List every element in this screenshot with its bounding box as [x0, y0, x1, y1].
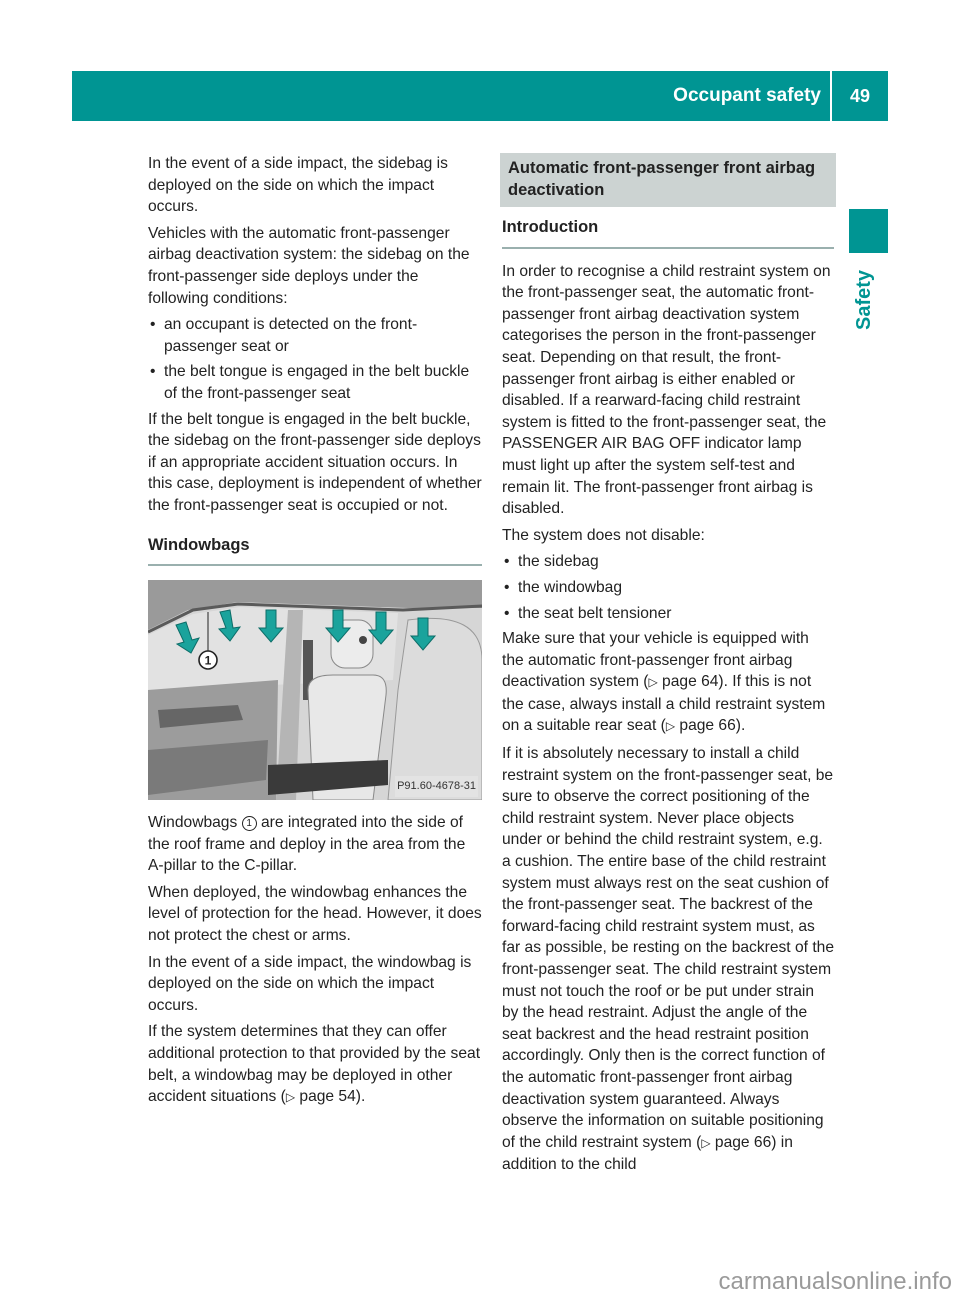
chapter-tab-label: Safety: [853, 269, 875, 330]
header-bar: [72, 71, 888, 121]
page-reference-arrow-icon: ▷: [665, 719, 676, 734]
paragraph: In the event of a side impact, the sidebag is deployed on the side on which the impact occurs.: [148, 155, 448, 216]
page-reference-arrow-icon: ▷: [648, 675, 658, 690]
list-item: • the windowbag: [502, 577, 834, 599]
page-reference-arrow-icon: ▷: [701, 1135, 711, 1150]
paragraph: In order to recognise a child restraint system on the front-passenger seat, the automatic front-passenger front airbag deactivation system categorises the person in the front-passenger seat. Depending on that result, the front-passenger front airbag is either enabled or disabled. If a rearward-facing child restraint system is fitted to the front-passenger seat, the PASSENGER AIR BAG OFF indicator lamp must light up after the system self-test and remain lit. The front-passenger front airbag is disabled.: [502, 262, 831, 518]
paragraph: If the system determines that they can offer additional protection to that provided by the seat belt, a windowbag may be deployed in other accident situations (▷ page 54).: [148, 1023, 481, 1106]
page-reference-link[interactable]: page 54: [299, 1088, 356, 1106]
figure-code: P91.60-4678-31: [395, 776, 478, 798]
page-reference-arrow-icon: ▷: [285, 1090, 296, 1105]
paragraph: The system does not disable:: [502, 526, 705, 544]
page-reference-link[interactable]: page 66: [714, 1133, 772, 1151]
paragraph: Vehicles with the automatic front-passenger airbag deactivation system: the sidebag on the front-passenger side deploys under the following conditions:: [148, 224, 470, 307]
list-item: • the belt tongue is engaged in the belt buckle of the front-passenger seat: [148, 361, 482, 404]
left-column: [148, 153, 482, 1114]
page-number: 49: [849, 86, 871, 106]
right-column: [502, 153, 834, 1181]
car-interior-illustration: [148, 580, 482, 800]
paragraph: If the belt tongue is engaged in the belt buckle, the sidebag on the front-passenger side deploys if an appropriate accident situation occurs. In this case, deployment is independent of whether the front-passenger seat is occupied or not.: [148, 410, 482, 514]
section-title: Occupant safety: [673, 85, 821, 106]
chapter-tab-marker: [849, 209, 888, 253]
list-item: • the sidebag: [502, 551, 834, 573]
section-heading: Automatic front-passenger front airbag deactivation: [500, 153, 836, 207]
list-item: • an occupant is detected on the front-passenger seat or: [148, 314, 482, 357]
watermark: carmanualsonline.info: [718, 1268, 952, 1295]
paragraph: In the event of a side impact, the windowbag is deployed on the side on which the impact occurs.: [148, 953, 472, 1014]
page-reference-link[interactable]: page 64: [662, 673, 719, 691]
paragraph: When deployed, the windowbag enhances the level of protection for the head. However, it does not protect the chest or arms.: [148, 883, 482, 945]
paragraph: If it is absolutely necessary to install a child restraint system on the front-passenger seat, be sure to observe the correct positioning of the child restraint system. Never place objects under or behind the child restraint system, e.g. a cushion. The entire base of the child restraint system must always rest on the seat cushion of the front-passenger seat. The backrest of the forward-facing child restraint system must, as far as possible, be resting on the backrest of the front-passenger seat. The child restraint system must not touch the roof or be put under strain by the head restraint. Adjust the angle of the seat backrest and the head restraint position accordingly. Only then is the correct function of the automatic front-passenger front airbag deactivation system guaranteed. Always observe the information on suitable positioning of the child restraint system (▷ page 66) in addition to the child: [502, 745, 834, 1174]
callout-1-icon: 1: [242, 816, 257, 831]
list-item: • the seat belt tensioner: [502, 603, 834, 625]
windowbags-heading: Windowbags: [148, 535, 482, 567]
paragraph: Windowbags 1 are integrated into the side of the roof frame and deploy in the area from the A-pillar to the C-pillar.: [148, 814, 466, 875]
introduction-heading: Introduction: [502, 217, 834, 249]
svg-text:1: 1: [204, 653, 212, 668]
windowbag-illustration: [148, 580, 482, 800]
page-reference-link[interactable]: page 66: [679, 717, 736, 735]
paragraph: Make sure that your vehicle is equipped with the automatic front-passenger front airbag deactivation system (▷ page 64). If this is not the case, always install a child restraint system on a suitable rear seat (▷ page 66).: [502, 630, 826, 735]
